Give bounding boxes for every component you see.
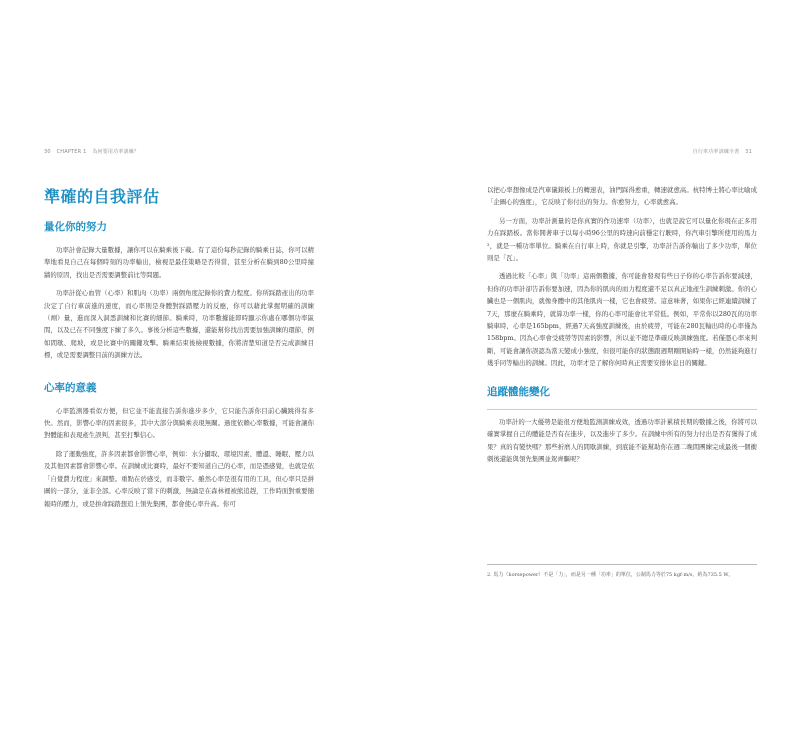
chapter-label: CHAPTER 1: [56, 149, 87, 155]
subheading: 量化你的努力: [44, 221, 107, 233]
paragraph: 功率計從心血管（心率）和肌肉（功率）兩個角度記錄你的費力程度。你所踩踏產出的功率決定了自行車前進的速度，而心率則是身體對踩踏壓力的反應，你可以藉此掌握明確的訓練（劑）量，進而深入洞悉訓練和比賽的細節。騎乘時，功率數據能即時顯示你處在哪個功率區間，以及已在不同強度下練了多久。事後分析這些數據，還能幫你找出需要加強訓練的環節，例如間歇、爬坡，或是比賽中的關鍵攻擊。騎乘結束後檢視數據，你將清楚知道是否完成訓練目標，或是需要調整目前的訓練方法。: [44, 289, 314, 360]
paragraph: 功率計會記錄大量數據，讓你可以在騎乘後下載。有了這份每秒記錄的騎乘日誌，你可以精準地看見自己在每個時刻的功率輸出，檢視是最佳策略是否得當，甚至分析在騎到80公里時撞牆的原因，找出是否需要調整前比等問題。: [44, 246, 314, 279]
chapter-title: 自行車功率訓練全書: [692, 149, 740, 155]
subheading: 心率的意義: [44, 381, 97, 394]
footnote: 2. 馬力（horsepower）不是「力」，而是另一種「功率」的單位，公制馬力等於75 kgf·m/s，約為735.5 W。: [487, 572, 734, 578]
paragraph: 心率監測器看似方便，但它並不能直接告訴你進步多少，它只能告訴你目前心臟跳得有多快。然而，影響心率的因素很多，其中大部分與騎乘表現無關。過度依賴心率數據，可能會讓你對體能和表現產生誤判，甚至打擊信心。: [44, 406, 314, 440]
subheading: 追蹤體能變化: [487, 385, 550, 398]
page-number: 31: [745, 149, 752, 155]
paragraph: 透過比較「心率」與「功率」這兩個數據，你可能會發現有些日子你的心率告訴你要減速，但你的功率計卻告訴你要加速，因為你的肌肉的而力程度還不足以真正地產生訓練刺激。你的心臟也是一個肌肉，就像身體中的其他肌肉一樣，它也會疲勞。這意味著，如果你已經連續訓練了7天，那麼在騎乘時，就算功率一樣，你的心率可能會比平常低。例如，平常你以280瓦的功率騎車時，心率是165bpm，經過7天高強度訓練後，由於疲勞，可能在280瓦輸出時的心率僅為158bpm。因為心率會受疲勞等因素的影響，所以並不總是準確反映訓練強度。若僅憑心率來判斷，可能會讓你誤認為當天變成小強度，但很可能你的狀態跟週期剛開始時一樣，仍然能夠進行幾乎同等輸出的訓練。因此，功率才是了解你何時真正需要安排休息日的關鍵。: [487, 272, 757, 368]
paragraph: 除了運動強度，許多因素都會影響心率，例如：水分攝取、環境因素、體溫、睡眠、壓力以及其他因素都會影響心率。在訓練或比賽時，最好不要知道自己的心率，而是憑感覺，也就是依「自覺費力程度」來調整。重點在於感受，而非數字。雖然心率是很有用的工具，但心率只是拼圖的一部分，並非全部。心率反映了當下的刺激，無論是在森林裡被熊追趕，工作時面對重要簡報時的壓力，或是拚命踩踏想追上領先集團，都會使心率升高。你可: [44, 449, 314, 508]
paragraph: 功率計的一大優勢是能很方便地監測訓練成效，透過功率計累積長期的數據之後，你將可以確實掌握自己的體能是否有在進步，以及進步了多少。在訓練中所有的努力付出是否有獲得了成果？真的有變快嗎？那些折磨人的間歇訓練，到底能不能幫助你在週二晚間團練完成最後一個衝刺後還能與領先集團並駕齊驅呢？: [487, 417, 757, 463]
paragraph: 另一方面，功率計測量的是你真實的作功速率（功率），也就是說它可以量化你現在正多用力在踩踏板。當你開著車子以每小時96公里的時速向前穩定行駛時，你汽車引擎所使用的馬力²，就是一種功率單位。騎乘在自行車上時，你就是引擎，功率計告訴你輸出了多少功率，單位則是「瓦」。: [487, 216, 757, 263]
chapter-title: 為何要用功率訓練？: [92, 149, 140, 155]
paragraph: 以把心率想像成是汽車儀錶板上的轉速表，油門踩得愈重，轉速就愈高。杭特博士將心率比喻成「企圖心的強度」，它反映了你付出的努力。你愈努力，心率就愈高。: [487, 186, 757, 207]
page-number: 30: [44, 149, 51, 155]
right-column: [487, 184, 757, 471]
section-title: 準確的自我評估: [44, 187, 160, 206]
footnote-rule: [487, 564, 757, 565]
section-rule: [487, 409, 757, 410]
